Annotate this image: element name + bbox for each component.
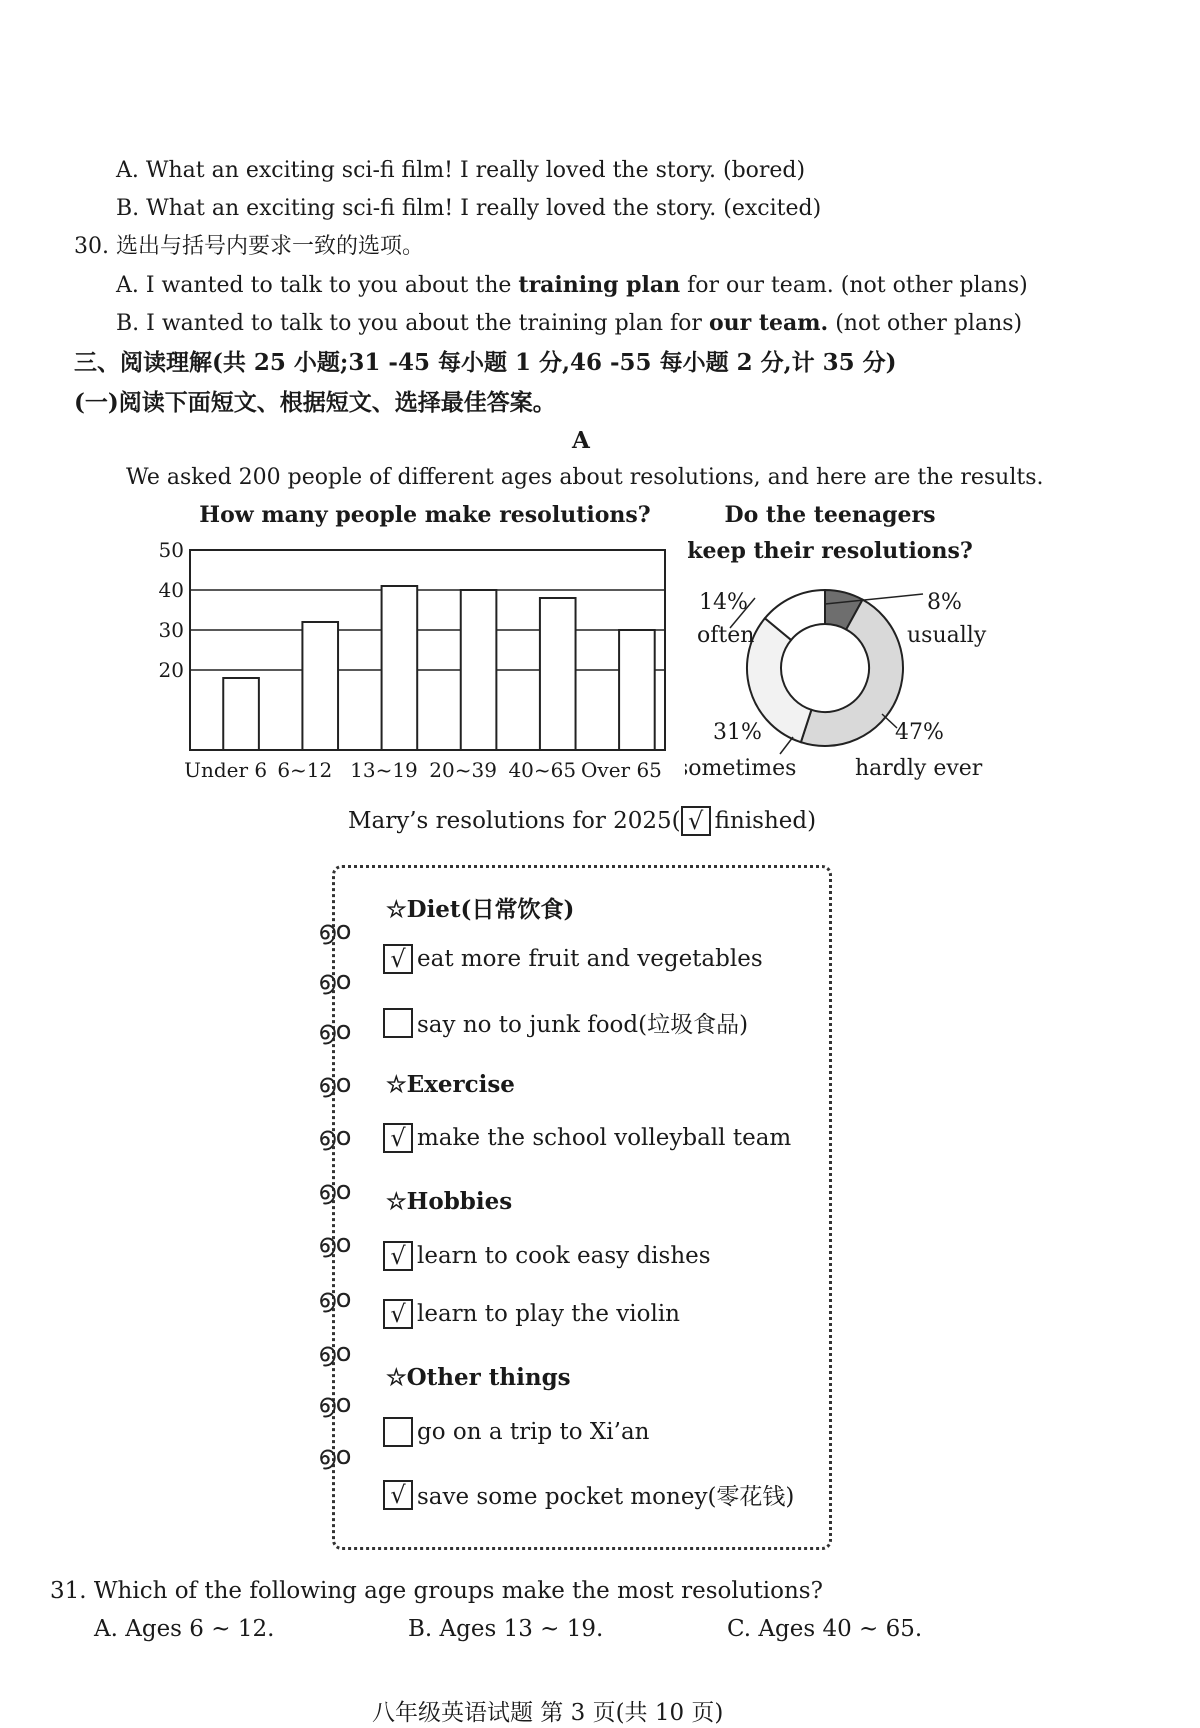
bar-under-6: [223, 678, 259, 750]
page-footer: 八年级英语试题 第 3 页(共 10 页): [372, 1700, 724, 1726]
empty-box-icon: [383, 1008, 413, 1038]
x-tick-label: 20~39: [429, 758, 497, 782]
section3-heading: 三、阅读理解(共 25 小题;31 -45 每小题 1 分,46 -55 每小题 2 分,计 35 分): [74, 349, 897, 376]
donut-chart-slices: [747, 590, 903, 746]
q29-option-a: A. What an exciting sci-fi film! I really loved the story. (bored): [116, 158, 806, 183]
section-heading: ☆Hobbies: [386, 1188, 513, 1215]
bar-6~12: [302, 622, 338, 750]
bar-40~65: [540, 598, 576, 750]
resolution-item: [383, 1417, 649, 1447]
passage-intro: We asked 200 people of different ages about resolutions, and here are the results.: [126, 465, 1044, 490]
bar-chart-y-ticks: [159, 538, 184, 682]
bar-over-65: [619, 630, 655, 750]
donut-chart-title-line1: Do the teenagers: [724, 502, 936, 528]
usually-pct: 8%: [927, 590, 962, 615]
resolution-text: make the school volleyball team: [417, 1125, 792, 1151]
resolution-text: say no to junk food(垃圾食品): [417, 1012, 749, 1038]
notebook-ring-icon: ൭o: [318, 916, 352, 946]
q30-option-a: [116, 272, 1028, 299]
checked-box-icon: √: [383, 1123, 413, 1153]
q31-stem: 31. Which of the following age groups make the most resolutions?: [50, 1578, 823, 1604]
checked-box-icon: √: [383, 1241, 413, 1271]
resolution-text: eat more fruit and vegetables: [417, 946, 763, 972]
sometimes-label: sometimes: [685, 756, 797, 781]
x-tick-label: Under 6: [184, 758, 268, 782]
bar-chart-bars: [223, 586, 654, 750]
notebook-ring-icon: ൭o: [318, 1229, 352, 1259]
q30-stem: 30. 选出与括号内要求一致的选项。: [74, 234, 424, 259]
resolution-item: [383, 944, 763, 974]
empty-box-icon: [383, 1417, 413, 1447]
often-pct: 14%: [699, 590, 748, 615]
y-tick-label: 40: [158, 578, 184, 602]
bar-chart-x-ticks: [184, 758, 662, 782]
resolution-item: [383, 1478, 794, 1511]
resolution-text: learn to cook easy dishes: [417, 1243, 711, 1269]
donut-chart: [685, 496, 1000, 791]
q30-option-b: [116, 310, 1022, 337]
leader-sometimes: [780, 737, 793, 754]
notebook-ring-icon: ൭o: [318, 1122, 352, 1152]
mary-title: [348, 806, 816, 836]
donut-chart-title-line2: keep their resolutions?: [687, 538, 973, 564]
notebook-ring-icon: ൭o: [318, 1069, 352, 1099]
q30-option-a-bold: training plan: [518, 272, 681, 298]
hardly-ever-pct: 47%: [895, 720, 944, 745]
q31-option-b: B. Ages 13 ~ 19.: [408, 1616, 604, 1642]
resolution-text: save some pocket money(零花钱): [417, 1484, 795, 1510]
q30-option-b-pre: B. I wanted to talk to you about the training plan for: [116, 311, 709, 336]
q30-option-b-bold: our team.: [708, 310, 829, 336]
notebook-ring-icon: ൭o: [318, 1176, 352, 1206]
resolution-item: [383, 1241, 711, 1271]
notebook-ring-icon: ൭o: [318, 966, 352, 996]
x-tick-label: Over 65: [581, 758, 662, 782]
section3-subheading: (一)阅读下面短文、根据短文、选择最佳答案。: [74, 389, 556, 416]
bar-chart-frame: [190, 550, 665, 750]
y-tick-label: 30: [158, 618, 184, 642]
passage-letter: A: [572, 427, 590, 454]
x-tick-label: 13~19: [350, 758, 418, 782]
x-tick-label: 6~12: [277, 758, 333, 782]
mary-title-check-icon: √: [681, 806, 711, 836]
bar-13~19: [382, 586, 418, 750]
x-tick-label: 40~65: [508, 758, 577, 782]
usually-label: usually: [907, 623, 987, 648]
q30-option-b-post: (not other plans): [828, 311, 1023, 336]
q30-option-a-post: for our team. (not other plans): [680, 273, 1028, 298]
bar-chart: [150, 498, 680, 788]
bar-20~39: [461, 590, 497, 750]
hardly-ever-label: hardly ever: [855, 756, 983, 781]
q29-option-b: B. What an exciting sci-fi film! I really loved the story. (excited): [116, 196, 822, 221]
bar-chart-svg: [150, 498, 680, 788]
mary-title-pre: Mary’s resolutions for 2025(: [348, 808, 681, 834]
y-tick-label: 20: [158, 658, 184, 682]
section-heading: ☆Diet(日常饮食): [386, 896, 575, 923]
bar-chart-grid: [190, 590, 665, 670]
mary-title-post: finished): [714, 808, 817, 834]
section-heading: ☆Other things: [386, 1364, 571, 1391]
q30-option-a-pre: A. I wanted to talk to you about the: [116, 273, 519, 298]
section-heading: ☆Exercise: [386, 1071, 515, 1098]
checked-box-icon: √: [383, 1480, 413, 1510]
often-label: often: [697, 623, 755, 648]
donut-chart-svg: [685, 496, 1000, 791]
notebook-ring-icon: ൭o: [318, 1016, 352, 1046]
bar-chart-title: How many people make resolutions?: [199, 502, 651, 528]
notebook-ring-icon: ൭o: [318, 1441, 352, 1471]
checked-box-icon: √: [383, 944, 413, 974]
notebook-ring-icon: ൭o: [318, 1389, 352, 1419]
sometimes-pct: 31%: [713, 720, 762, 745]
notebook-ring-icon: ൭o: [318, 1284, 352, 1314]
resolution-item: [383, 1123, 791, 1153]
resolution-text: learn to play the violin: [417, 1301, 680, 1327]
q31-option-a: A. Ages 6 ~ 12.: [94, 1616, 275, 1642]
resolution-text: go on a trip to Xi’an: [417, 1419, 650, 1445]
resolution-item: [383, 1006, 748, 1039]
resolution-item: [383, 1299, 680, 1329]
notebook-ring-icon: ൭o: [318, 1338, 352, 1368]
q31-option-c: C. Ages 40 ~ 65.: [727, 1616, 923, 1642]
checked-box-icon: √: [383, 1299, 413, 1329]
y-tick-label: 50: [158, 538, 184, 562]
